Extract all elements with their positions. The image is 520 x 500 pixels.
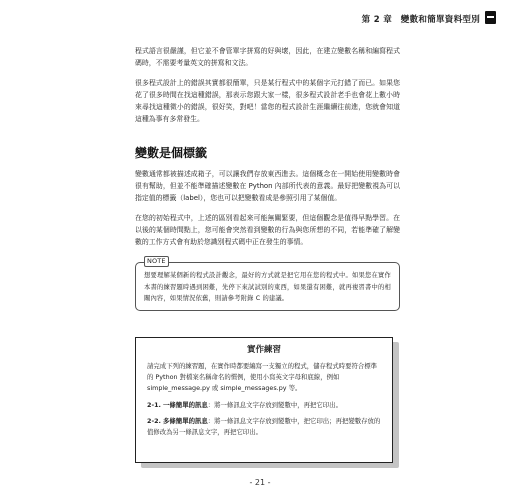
note-label: NOTE [144, 256, 169, 267]
exercise-item [147, 416, 381, 438]
note-box [135, 257, 400, 311]
exercise-item-text: ：將一條訊息文字存放到變數中，把它印出；再把變數存放的值修改為另一條訊息文字，再把它印出。 [147, 417, 381, 436]
section-heading: 變數是個標籤 [135, 146, 208, 160]
body-paragraph: 變數通常都被描述成箱子，可以讓我們存放東西進去。這個概念在一開始使用變數時會很有幫助，但並不能準確描述變數在 Python 內部所代表的意義。最好把變數視為可以指定值的標籤（label），您也可以把變數看成是參照引用了某個值。 [135, 170, 400, 202]
body-paragraph: 在您的初始程式中，上述的區別看起來可能無關緊要，但這個觀念是值得早點學習。在以後的某個時間點上，您可能會突然看到變數的行為與您所想的不同，若能準確了解變數的工作方式會有助於您識別程式碼中正在發生的事情。 [135, 214, 400, 246]
body-paragraph: 很多程式設計上的錯誤其實都很簡單，只是某行程式中的某個字元打錯了而已。如果您花了很多時間在找這種錯誤，那表示您跟大家一樣，很多程式設計老手也會花上數小時來尋找這種微小的錯誤，很好笑，對吧！當您的程式設計生涯繼續往前進，您就會知道這種為事有多常發生。 [135, 79, 400, 123]
exercise-title: 實作練習 [246, 345, 281, 355]
page-number: - 21 - [249, 478, 271, 487]
exercise-item [147, 400, 381, 411]
page-header [0, 10, 520, 30]
chapter-tab-icon [485, 11, 496, 24]
note-text: 想要理解某個新的程式設計觀念，最好的方式就是把它用在您的程式中。如果您在實作本書的練習題時遇到困難，先停下來試試別的東西，如果還有困難，就再複習書中的相關內容，如果情況依舊，則請參考附錄 C 的建議。 [144, 272, 391, 302]
chapter-title: 第 2 章 變數和簡單資料型別 [361, 15, 480, 25]
exercise-intro: 請完成下列的練習題，在實作時都要編寫一支獨立的程式，儲存程式時要符合標準的 Python 對檔案名稱命名的慣例，使用小寫英文字母和底線，例如 simple_message.py 或 simple_messages.py 等。 [147, 362, 378, 392]
exercise-item-number: 2-1. [147, 401, 161, 409]
exercise-item-title: 一條簡單的訊息 [163, 401, 208, 409]
exercise-item-number: 2-2. [147, 417, 161, 425]
exercise-box [135, 337, 393, 463]
exercise-item-text: ：將一條訊息文字存放到變數中，再把它印出。 [207, 401, 342, 409]
exercise-item-title: 多條簡單的訊息 [163, 417, 208, 425]
body-paragraph: 程式語言很嚴謹，但它並不會管單字拼寫的好與壞，因此，在建立變數名稱和編寫程式碼時，不需要考量英文的拼寫和文法。 [135, 47, 400, 67]
main-content [135, 45, 400, 311]
